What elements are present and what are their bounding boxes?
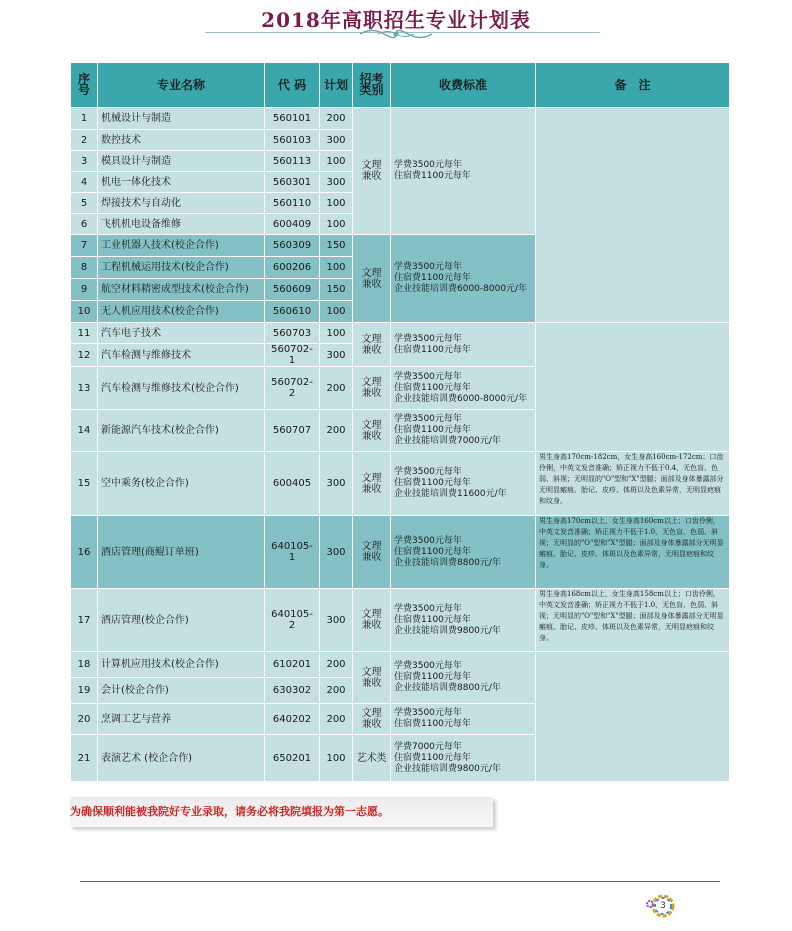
footer-divider xyxy=(80,881,720,882)
cell-name: 汽车检测与维修技术(校企合作) xyxy=(98,367,265,410)
header-row xyxy=(71,63,730,108)
cell-name: 数控技术 xyxy=(98,130,265,151)
table-row xyxy=(71,652,730,678)
cell-idx: 16 xyxy=(71,516,98,589)
cell-idx: 17 xyxy=(71,589,98,652)
cell-name: 酒店管理(校企合作) xyxy=(98,589,265,652)
cell-idx: 8 xyxy=(71,257,98,279)
cell-plan: 300 xyxy=(320,516,353,589)
cell-name: 模具设计与制造 xyxy=(98,151,265,172)
header-code: 代 码 xyxy=(265,63,320,108)
cell-fee: 学费3500元每年 住宿费1100元每年 企业技能培训费8800元/年 xyxy=(391,516,536,589)
cell-code: 560309 xyxy=(265,235,320,257)
cell-name: 烹调工艺与营养 xyxy=(98,704,265,735)
cell-fee: 学费3500元每年 住宿费1100元每年 xyxy=(391,108,536,235)
cell-note xyxy=(536,652,730,782)
cell-code: 560101 xyxy=(265,108,320,130)
cell-idx: 5 xyxy=(71,193,98,214)
cell-idx: 18 xyxy=(71,652,98,678)
cell-idx: 13 xyxy=(71,367,98,410)
cell-fee: 学费3500元每年 住宿费1100元每年 企业技能培训费8800元/年 xyxy=(391,652,536,704)
cell-code: 640105-2 xyxy=(265,589,320,652)
header-type: 招考 类别 xyxy=(353,63,391,108)
cell-type: 文理 兼收 xyxy=(353,516,391,589)
cell-plan: 100 xyxy=(320,323,353,344)
cell-code: 560703 xyxy=(265,323,320,344)
cell-name: 机械设计与制造 xyxy=(98,108,265,130)
table-row xyxy=(71,108,730,130)
cell-idx: 3 xyxy=(71,151,98,172)
enrollment-plan-table xyxy=(70,62,730,782)
header-name: 专业名称 xyxy=(98,63,265,108)
cell-plan: 300 xyxy=(320,344,353,367)
cell-fee: 学费3500元每年 住宿费1100元每年 企业技能培训费6000-8000元/年 xyxy=(391,367,536,410)
cell-name: 工程机械运用技术(校企合作) xyxy=(98,257,265,279)
cell-type: 文理 兼收 xyxy=(353,235,391,323)
cell-note: 男生身高168cm以上，女生身高158cm以上；口齿伶俐，中英文发音准确；矫正视力不低于1.0，无色盲、色弱、斜视；无明显的"O"型和"X"型腿；面部及身体暴露部分无明显瘢痕、胎记、皮疹、体斑以及色素异常，无明显疤痕和纹身。 xyxy=(536,589,730,652)
cell-name: 计算机应用技术(校企合作) xyxy=(98,652,265,678)
notice-banner xyxy=(70,797,493,827)
cell-plan: 100 xyxy=(320,193,353,214)
table-row xyxy=(71,452,730,516)
cell-code: 560110 xyxy=(265,193,320,214)
cell-idx: 20 xyxy=(71,704,98,735)
cell-code: 560610 xyxy=(265,301,320,323)
cell-plan: 300 xyxy=(320,589,353,652)
cell-idx: 15 xyxy=(71,452,98,516)
header-note: 备 注 xyxy=(536,63,730,108)
cell-type: 文理 兼收 xyxy=(353,108,391,235)
cell-name: 无人机应用技术(校企合作) xyxy=(98,301,265,323)
cell-plan: 100 xyxy=(320,214,353,235)
cell-plan: 150 xyxy=(320,279,353,301)
cell-fee: 学费3500元每年 住宿费1100元每年 企业技能培训费6000-8000元/年 xyxy=(391,235,536,323)
cell-code: 630302 xyxy=(265,678,320,704)
cell-type: 文理 兼收 xyxy=(353,704,391,735)
cell-idx: 21 xyxy=(71,735,98,782)
page-title: 2018年高职招生专业计划表 xyxy=(261,8,531,32)
cell-name: 焊接技术与自动化 xyxy=(98,193,265,214)
cell-note: 男生身高170cm-182cm，女生身高160cm-172cm；口齿伶俐，中英文发音准确；矫正视力不低于0.4，无色盲、色弱、斜视；无明显的"O"型和"X"型腿；面部及身体暴露部分无明显瘢痕、胎记、皮疹、体斑以及色素异常，无明显疤痕和纹身。 xyxy=(536,452,730,516)
cell-type: 艺术类 xyxy=(353,735,391,782)
cell-plan: 100 xyxy=(320,735,353,782)
cell-code: 610201 xyxy=(265,652,320,678)
cell-type: 文理 兼收 xyxy=(353,452,391,516)
cell-code: 560103 xyxy=(265,130,320,151)
cell-fee: 学费3500元每年 住宿费1100元每年 xyxy=(391,323,536,367)
cell-note xyxy=(536,108,730,323)
cell-plan: 100 xyxy=(320,257,353,279)
cell-name: 表演艺术 (校企合作) xyxy=(98,735,265,782)
cell-note: 男生身高170cm以上，女生身高160cm以上；口齿伶俐，中英文发音准确；矫正视力不低于1.0，无色盲、色弱、斜视；无明显的"O"型和"X"型腿；面部及身体暴露部分无明显瘢痕、胎记、皮疹、体斑以及色素异常，无明显疤痕和纹身。 xyxy=(536,516,730,589)
cell-idx: 7 xyxy=(71,235,98,257)
cell-type: 文理 兼收 xyxy=(353,323,391,367)
cell-code: 560609 xyxy=(265,279,320,301)
cell-idx: 4 xyxy=(71,172,98,193)
cell-plan: 300 xyxy=(320,172,353,193)
cell-fee: 学费3500元每年 住宿费1100元每年 xyxy=(391,704,536,735)
cell-fee: 学费7000元每年 住宿费1100元每年 企业技能培训费9800元/年 xyxy=(391,735,536,782)
cell-name: 空中乘务(校企合作) xyxy=(98,452,265,516)
cell-plan: 100 xyxy=(320,301,353,323)
cell-name: 酒店管理(商鲲订单班) xyxy=(98,516,265,589)
cell-plan: 300 xyxy=(320,452,353,516)
page-number: 3 xyxy=(656,899,670,913)
cell-code: 560707 xyxy=(265,410,320,452)
page-badge xyxy=(643,895,679,919)
table-row xyxy=(71,589,730,652)
cell-plan: 200 xyxy=(320,704,353,735)
cell-fee: 学费3500元每年 住宿费1100元每年 企业技能培训费7000元/年 xyxy=(391,410,536,452)
cell-code: 560702-1 xyxy=(265,344,320,367)
cell-idx: 14 xyxy=(71,410,98,452)
cell-code: 640105-1 xyxy=(265,516,320,589)
cell-name: 航空材料精密成型技术(校企合作) xyxy=(98,279,265,301)
cell-name: 汽车电子技术 xyxy=(98,323,265,344)
notice-text: 为确保顺利能被我院好专业录取，请务必将我院填报为第一志愿。 xyxy=(70,805,389,818)
cell-type: 文理 兼收 xyxy=(353,367,391,410)
cell-plan: 200 xyxy=(320,410,353,452)
table-row xyxy=(71,516,730,589)
cell-name: 飞机机电设备维修 xyxy=(98,214,265,235)
cell-code: 600405 xyxy=(265,452,320,516)
cell-type: 文理 兼收 xyxy=(353,410,391,452)
cell-type: 文理 兼收 xyxy=(353,589,391,652)
cell-code: 560702-2 xyxy=(265,367,320,410)
ornament-icon xyxy=(358,27,434,41)
cell-plan: 100 xyxy=(320,151,353,172)
cell-plan: 200 xyxy=(320,108,353,130)
cell-plan: 200 xyxy=(320,678,353,704)
cell-name: 汽车检测与维修技术 xyxy=(98,344,265,367)
cell-idx: 2 xyxy=(71,130,98,151)
cell-plan: 300 xyxy=(320,130,353,151)
cell-fee: 学费3500元每年 住宿费1100元每年 企业技能培训费9800元/年 xyxy=(391,589,536,652)
cell-idx: 19 xyxy=(71,678,98,704)
cell-plan: 150 xyxy=(320,235,353,257)
cell-type: 文理 兼收 xyxy=(353,652,391,704)
cell-fee: 学费3500元每年 住宿费1100元每年 企业技能培训费11600元/年 xyxy=(391,452,536,516)
table-row xyxy=(71,323,730,344)
cell-code: 600409 xyxy=(265,214,320,235)
cell-idx: 12 xyxy=(71,344,98,367)
cell-code: 600206 xyxy=(265,257,320,279)
cell-code: 640202 xyxy=(265,704,320,735)
header-plan: 计划 xyxy=(320,63,353,108)
cell-idx: 1 xyxy=(71,108,98,130)
cell-idx: 9 xyxy=(71,279,98,301)
cell-code: 560113 xyxy=(265,151,320,172)
cell-code: 560301 xyxy=(265,172,320,193)
cell-plan: 200 xyxy=(320,367,353,410)
cell-idx: 6 xyxy=(71,214,98,235)
cell-note xyxy=(536,323,730,452)
cell-name: 工业机器人技术(校企合作) xyxy=(98,235,265,257)
header-idx: 序 号 xyxy=(71,63,98,108)
header-fee: 收费标准 xyxy=(391,63,536,108)
cell-name: 新能源汽车技术(校企合作) xyxy=(98,410,265,452)
cell-idx: 10 xyxy=(71,301,98,323)
cell-code: 650201 xyxy=(265,735,320,782)
cell-name: 会计(校企合作) xyxy=(98,678,265,704)
cell-plan: 200 xyxy=(320,652,353,678)
cell-name: 机电一体化技术 xyxy=(98,172,265,193)
cell-idx: 11 xyxy=(71,323,98,344)
